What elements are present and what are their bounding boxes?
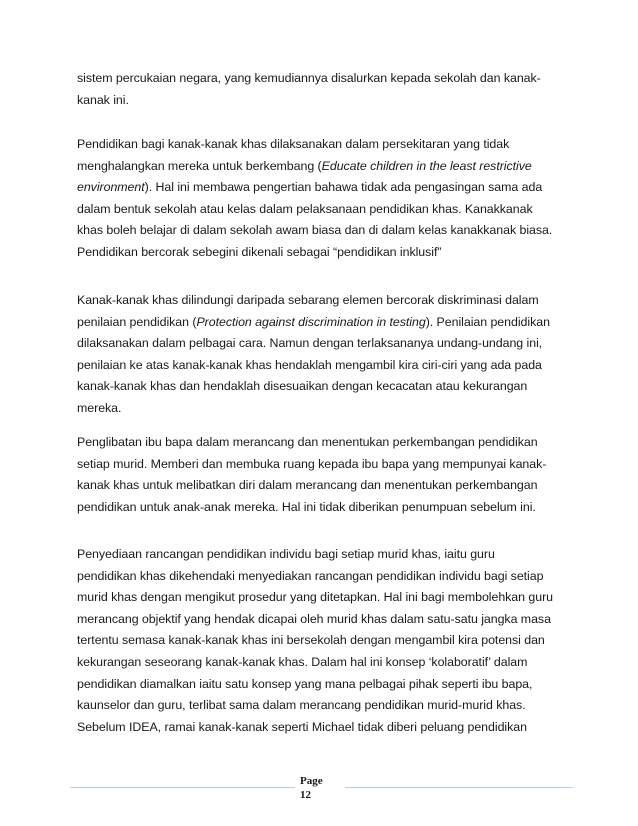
line-text: ). Hal ini membawa pengertian bahawa tidak ada pengasingan sama ada: [144, 180, 543, 195]
paragraph-line: pendidikan khas dikehendaki menyediakan rancangan pendidikan individu bagi setiap: [77, 568, 544, 583]
paragraph-line: tertentu semasa kanak-kanak khas ini bersekolah dengan mengambil kira potensi dan: [77, 633, 545, 648]
page-footer: [0, 772, 638, 812]
paragraph-line: kaunselor dan guru, terlibat sama dalam merancang pendidikan murid-murid khas.: [77, 698, 526, 713]
paragraph: [77, 290, 567, 420]
paragraph-line: setiap murid. Memberi dan membuka ruang kepada ibu bapa yang mempunyai kanak-: [77, 456, 547, 471]
paragraph-line: Sebelum IDEA, ramai kanak-kanak seperti Michael tidak diberi peluang pendidikan: [77, 719, 527, 734]
paragraph-line: mereka.: [77, 400, 122, 415]
paragraph-line: [77, 177, 567, 199]
italic-phrase: Educate children in the least restrictive: [321, 158, 532, 173]
paragraph-line: dalam bentuk sekolah atau kelas dalam pelaksanaan pendidikan khas. Kanakkanak: [77, 201, 533, 216]
paragraph-line: kanak ini.: [77, 92, 129, 107]
page-label: Page: [300, 775, 323, 787]
paragraph-line: Penglibatan ibu bapa dalam merancang dan menentukan perkembangan pendidikan: [77, 435, 538, 449]
paragraph: [77, 432, 567, 518]
paragraph-line: kanak-kanak khas dan hendaklah disesuaikan dengan kecacatan atau kekurangan: [77, 379, 528, 394]
paragraph-line: Pendidikan bagi kanak-kanak khas dilaksanakan dalam persekitaran yang tidak: [77, 137, 510, 151]
paragraph-line: [77, 156, 567, 178]
paragraph-line: pendidikan untuk anak-anak mereka. Hal ini tidak diberikan penumpuan sebelum ini.: [77, 499, 536, 514]
footer-rule-right: [345, 787, 573, 788]
footer-rule-left: [70, 787, 295, 788]
paragraph-line: Kanak-kanak khas dilindungi daripada sebarang elemen bercorak diskriminasi dalam: [77, 293, 539, 307]
paragraph: [77, 134, 567, 264]
paragraph: [77, 68, 567, 111]
line-text: menghalangkan mereka untuk berkembang (: [77, 158, 322, 173]
paragraph-line: Pendidikan bercorak sebegini dikenali sebagai “pendidikan inklusif”: [77, 244, 442, 259]
paragraph-line: pendidikan diamalkan iaitu satu konsep yang mana pelbagai pihak seperti ibu bapa,: [77, 676, 533, 691]
page-number-label: [300, 774, 323, 802]
paragraph-line: Penyediaan rancangan pendidikan individu bagi setiap murid khas, iaitu guru: [77, 547, 495, 561]
paragraph-line: kanak khas untuk melibatkan diri dalam merancang dan menentukan perkembangan: [77, 478, 538, 493]
paragraph-line: kekurangan seseorang kanak-kanak khas. Dalam hal ini konsep ‘kolaboratif’ dalam: [77, 654, 528, 669]
paragraph-line: merancang objektif yang hendak dicapai oleh murid khas dalam satu-satu jangka masa: [77, 611, 551, 626]
paragraph-line: murid khas dengan mengikut prosedur yang ditetapkan. Hal ini bagi membolehkan guru: [77, 590, 553, 605]
paragraph-line: sistem percukaian negara, yang kemudiannya disalurkan kepada sekolah dan kanak-: [77, 71, 541, 85]
line-text: penilaian pendidikan (: [77, 314, 197, 329]
page-number: 12: [300, 789, 311, 801]
italic-phrase: environment: [77, 180, 145, 195]
paragraph-line: khas boleh belajar di dalam sekolah awam biasa dan di dalam kelas kanakkanak biasa.: [77, 223, 553, 238]
paragraph: [77, 544, 567, 738]
line-text: ). Penilaian pendidikan: [425, 314, 550, 329]
paragraph-line: dilaksanakan dalam pelbagai cara. Namun dengan terlaksananya undang-undang ini,: [77, 336, 543, 351]
paragraph-line: [77, 312, 567, 334]
italic-phrase: Protection against discrimination in testing: [196, 314, 426, 329]
paragraph-line: penilaian ke atas kanak-kanak khas hendaklah mengambil kira ciri-ciri yang ada pada: [77, 357, 542, 372]
